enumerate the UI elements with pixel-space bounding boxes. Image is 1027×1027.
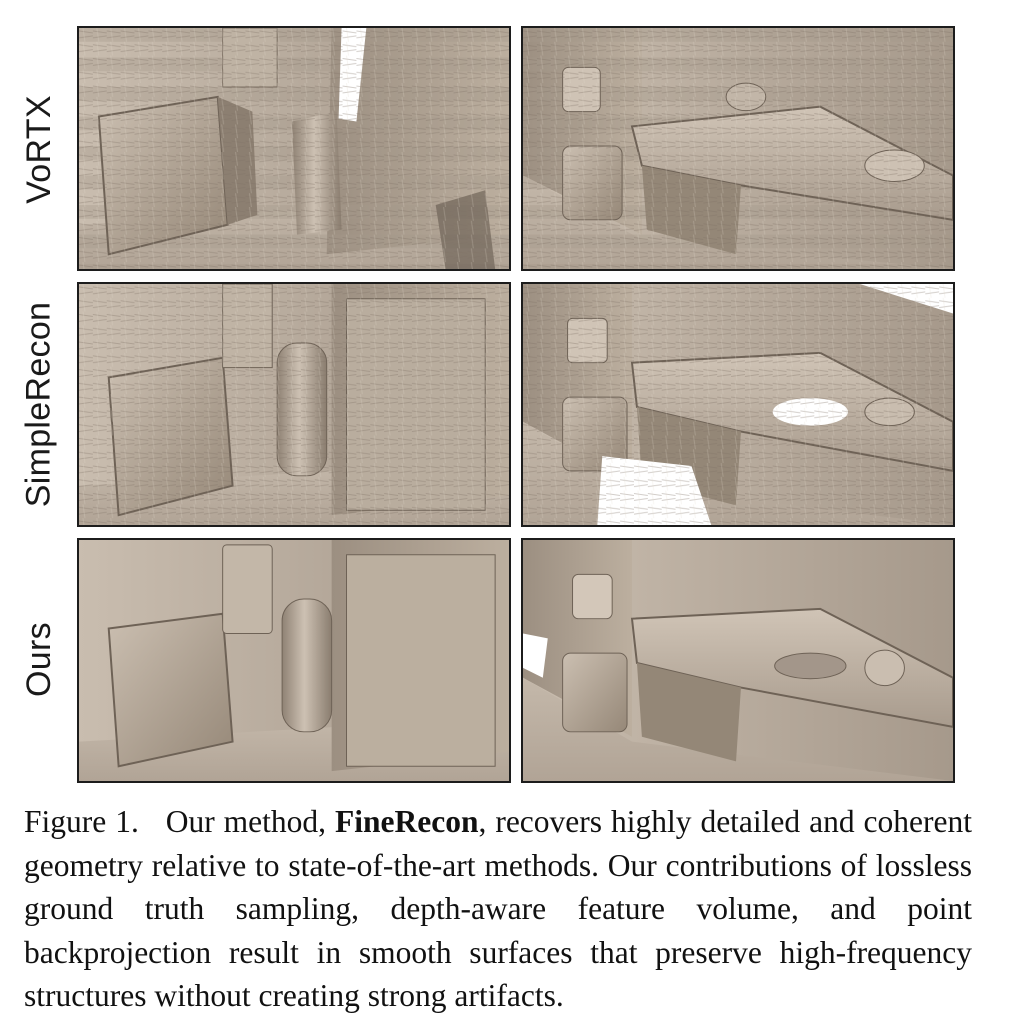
panel-ours-left (77, 538, 511, 783)
caption-method-name: FineRecon (335, 804, 479, 839)
panel-simplerecon-right (521, 282, 955, 527)
panel-ours-right (521, 538, 955, 783)
caption-prefix: Figure 1. (24, 804, 139, 839)
panel-vortx-right (521, 26, 955, 271)
panel-vortx-left (77, 26, 511, 271)
figure-caption (24, 800, 972, 1018)
row-label-ours: Ours (19, 621, 58, 697)
row-label-simplerecon: SimpleRecon (19, 301, 58, 507)
panel-simplerecon-left (77, 282, 511, 527)
row-label-vortx: VoRTX (19, 94, 58, 204)
caption-lead: Our method, (165, 804, 327, 839)
caption-body: , recovers highly detailed and coherent geometry relative to state-of-the-art methods. Our contributions of lossless ground truth sampling, depth-aware feature volume, and point backprojection result in smooth surfaces that preserve high-frequency structures without creating strong artifacts. (24, 804, 972, 1013)
